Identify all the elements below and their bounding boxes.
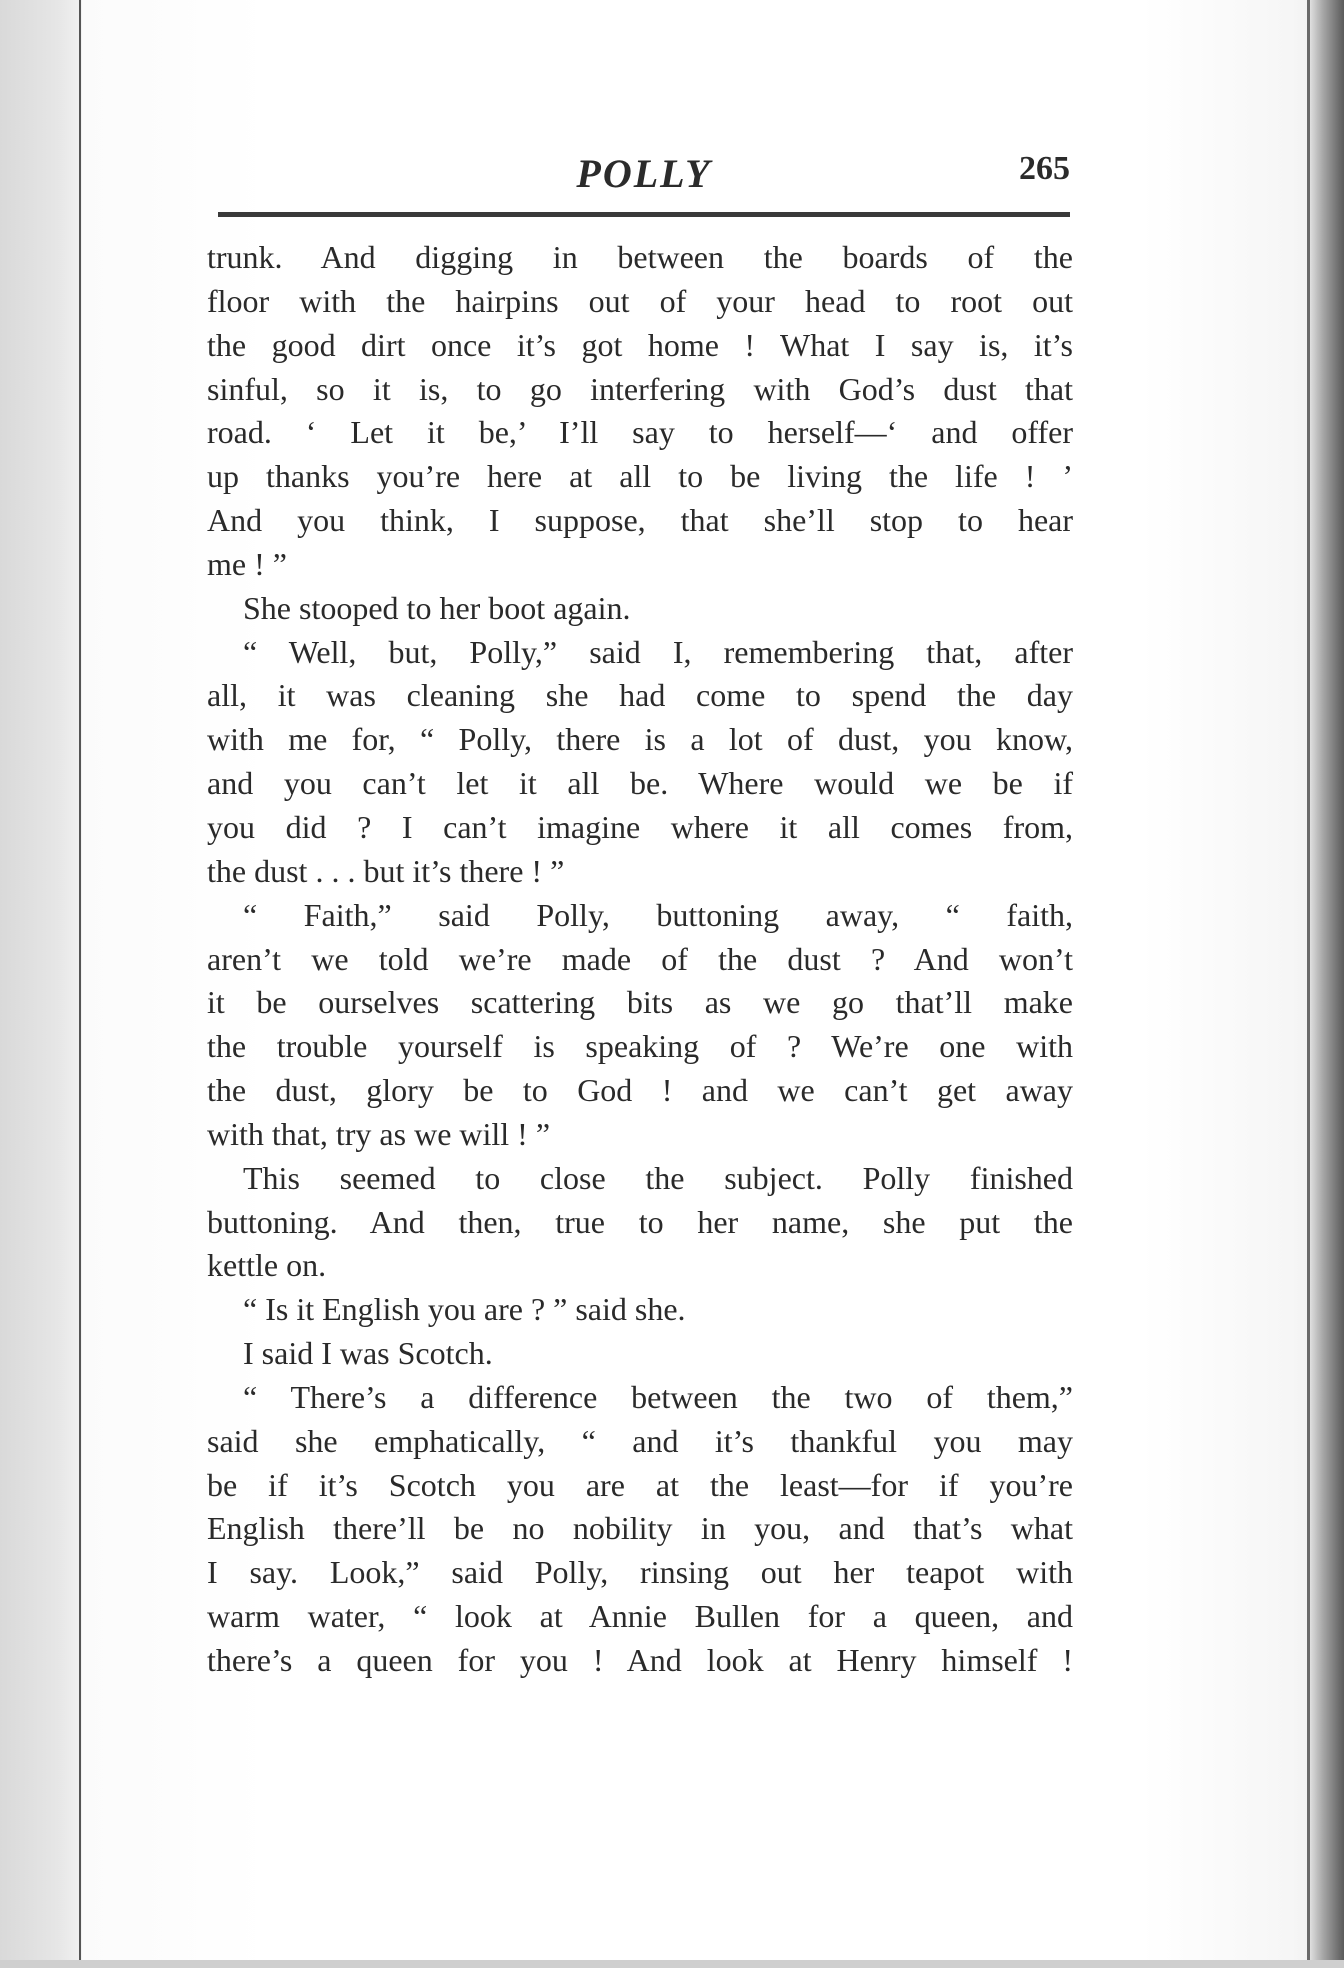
text-line: buttoning. And then, true to her name, she put the <box>207 1203 1073 1240</box>
text-line: “ There’s a difference between the two of them,” <box>243 1378 1073 1415</box>
text-line: and you can’t let it all be. Where would we be if <box>207 765 1073 802</box>
page-number: 265 <box>1019 150 1070 187</box>
binding-shadow <box>0 0 82 1968</box>
text-line: aren’t we told we’re made of the dust ? And won’t <box>207 940 1073 977</box>
text-line: there’s a queen for you ! And look at Henry himself ! <box>207 1642 1073 1678</box>
text-line: trunk. And digging in between the boards of the <box>207 239 1073 275</box>
text-line: road. ‘ Let it be,’ I’ll say to herself—‘ and offer <box>207 414 1073 451</box>
text-line: with that, try as we will ! ” <box>207 1115 551 1152</box>
text-line: kettle on. <box>207 1247 327 1284</box>
text-line: all, it was cleaning she had come to spend the day <box>207 677 1073 714</box>
text-line: “ Faith,” said Polly, buttoning away, “ faith, <box>243 896 1073 933</box>
text-line: up thanks you’re here at all to be living the life ! ’ <box>207 458 1073 495</box>
text-line: you did ? I can’t imagine where it all comes from, <box>207 808 1073 845</box>
header-rule <box>218 212 1070 217</box>
text-line: the good dirt once it’s got home ! What I say is, it’s <box>207 326 1073 363</box>
text-line: the dust . . . but it’s there ! ” <box>207 852 565 889</box>
body-text <box>207 236 1073 1683</box>
text-line: This seemed to close the subject. Polly finished <box>243 1159 1073 1196</box>
text-line: sinful, so it is, to go interfering with God’s dust that <box>207 370 1073 407</box>
text-line: said she emphatically, “ and it’s thankful you may <box>207 1422 1073 1459</box>
text-line: floor with the hairpins out of your head to root out <box>207 282 1073 319</box>
page-edge-right <box>1307 0 1310 1968</box>
running-header <box>218 146 1070 198</box>
text-line: it be ourselves scattering bits as we go that’ll make <box>207 984 1073 1021</box>
text-line: me ! ” <box>207 545 287 582</box>
page-edge-left <box>79 0 81 1968</box>
text-line: the dust, glory be to God ! and we can’t get away <box>207 1072 1073 1109</box>
text-line: English there’ll be no nobility in you, and that’s what <box>207 1510 1073 1547</box>
text-line: She stooped to her boot again. <box>243 589 631 626</box>
text-line: with me for, “ Polly, there is a lot of dust, you know, <box>207 721 1073 758</box>
text-line: And you think, I suppose, that she’ll stop to hear <box>207 502 1073 539</box>
text-line: “ Well, but, Polly,” said I, remembering that, after <box>243 633 1073 670</box>
running-title: POLLY <box>576 151 712 196</box>
text-line: warm water, “ look at Annie Bullen for a queen, and <box>207 1598 1073 1635</box>
text-line: I say. Look,” said Polly, rinsing out her teapot with <box>207 1554 1073 1591</box>
text-line: be if it’s Scotch you are at the least—for if you’re <box>207 1466 1073 1503</box>
page-edge-shadow-right <box>1308 0 1344 1968</box>
text-line: the trouble yourself is speaking of ? We’re one with <box>207 1028 1073 1065</box>
text-line: “ Is it English you are ? ” said she. <box>243 1291 686 1328</box>
text-line: I said I was Scotch. <box>243 1335 493 1372</box>
page-edge-bottom <box>0 1960 1344 1968</box>
